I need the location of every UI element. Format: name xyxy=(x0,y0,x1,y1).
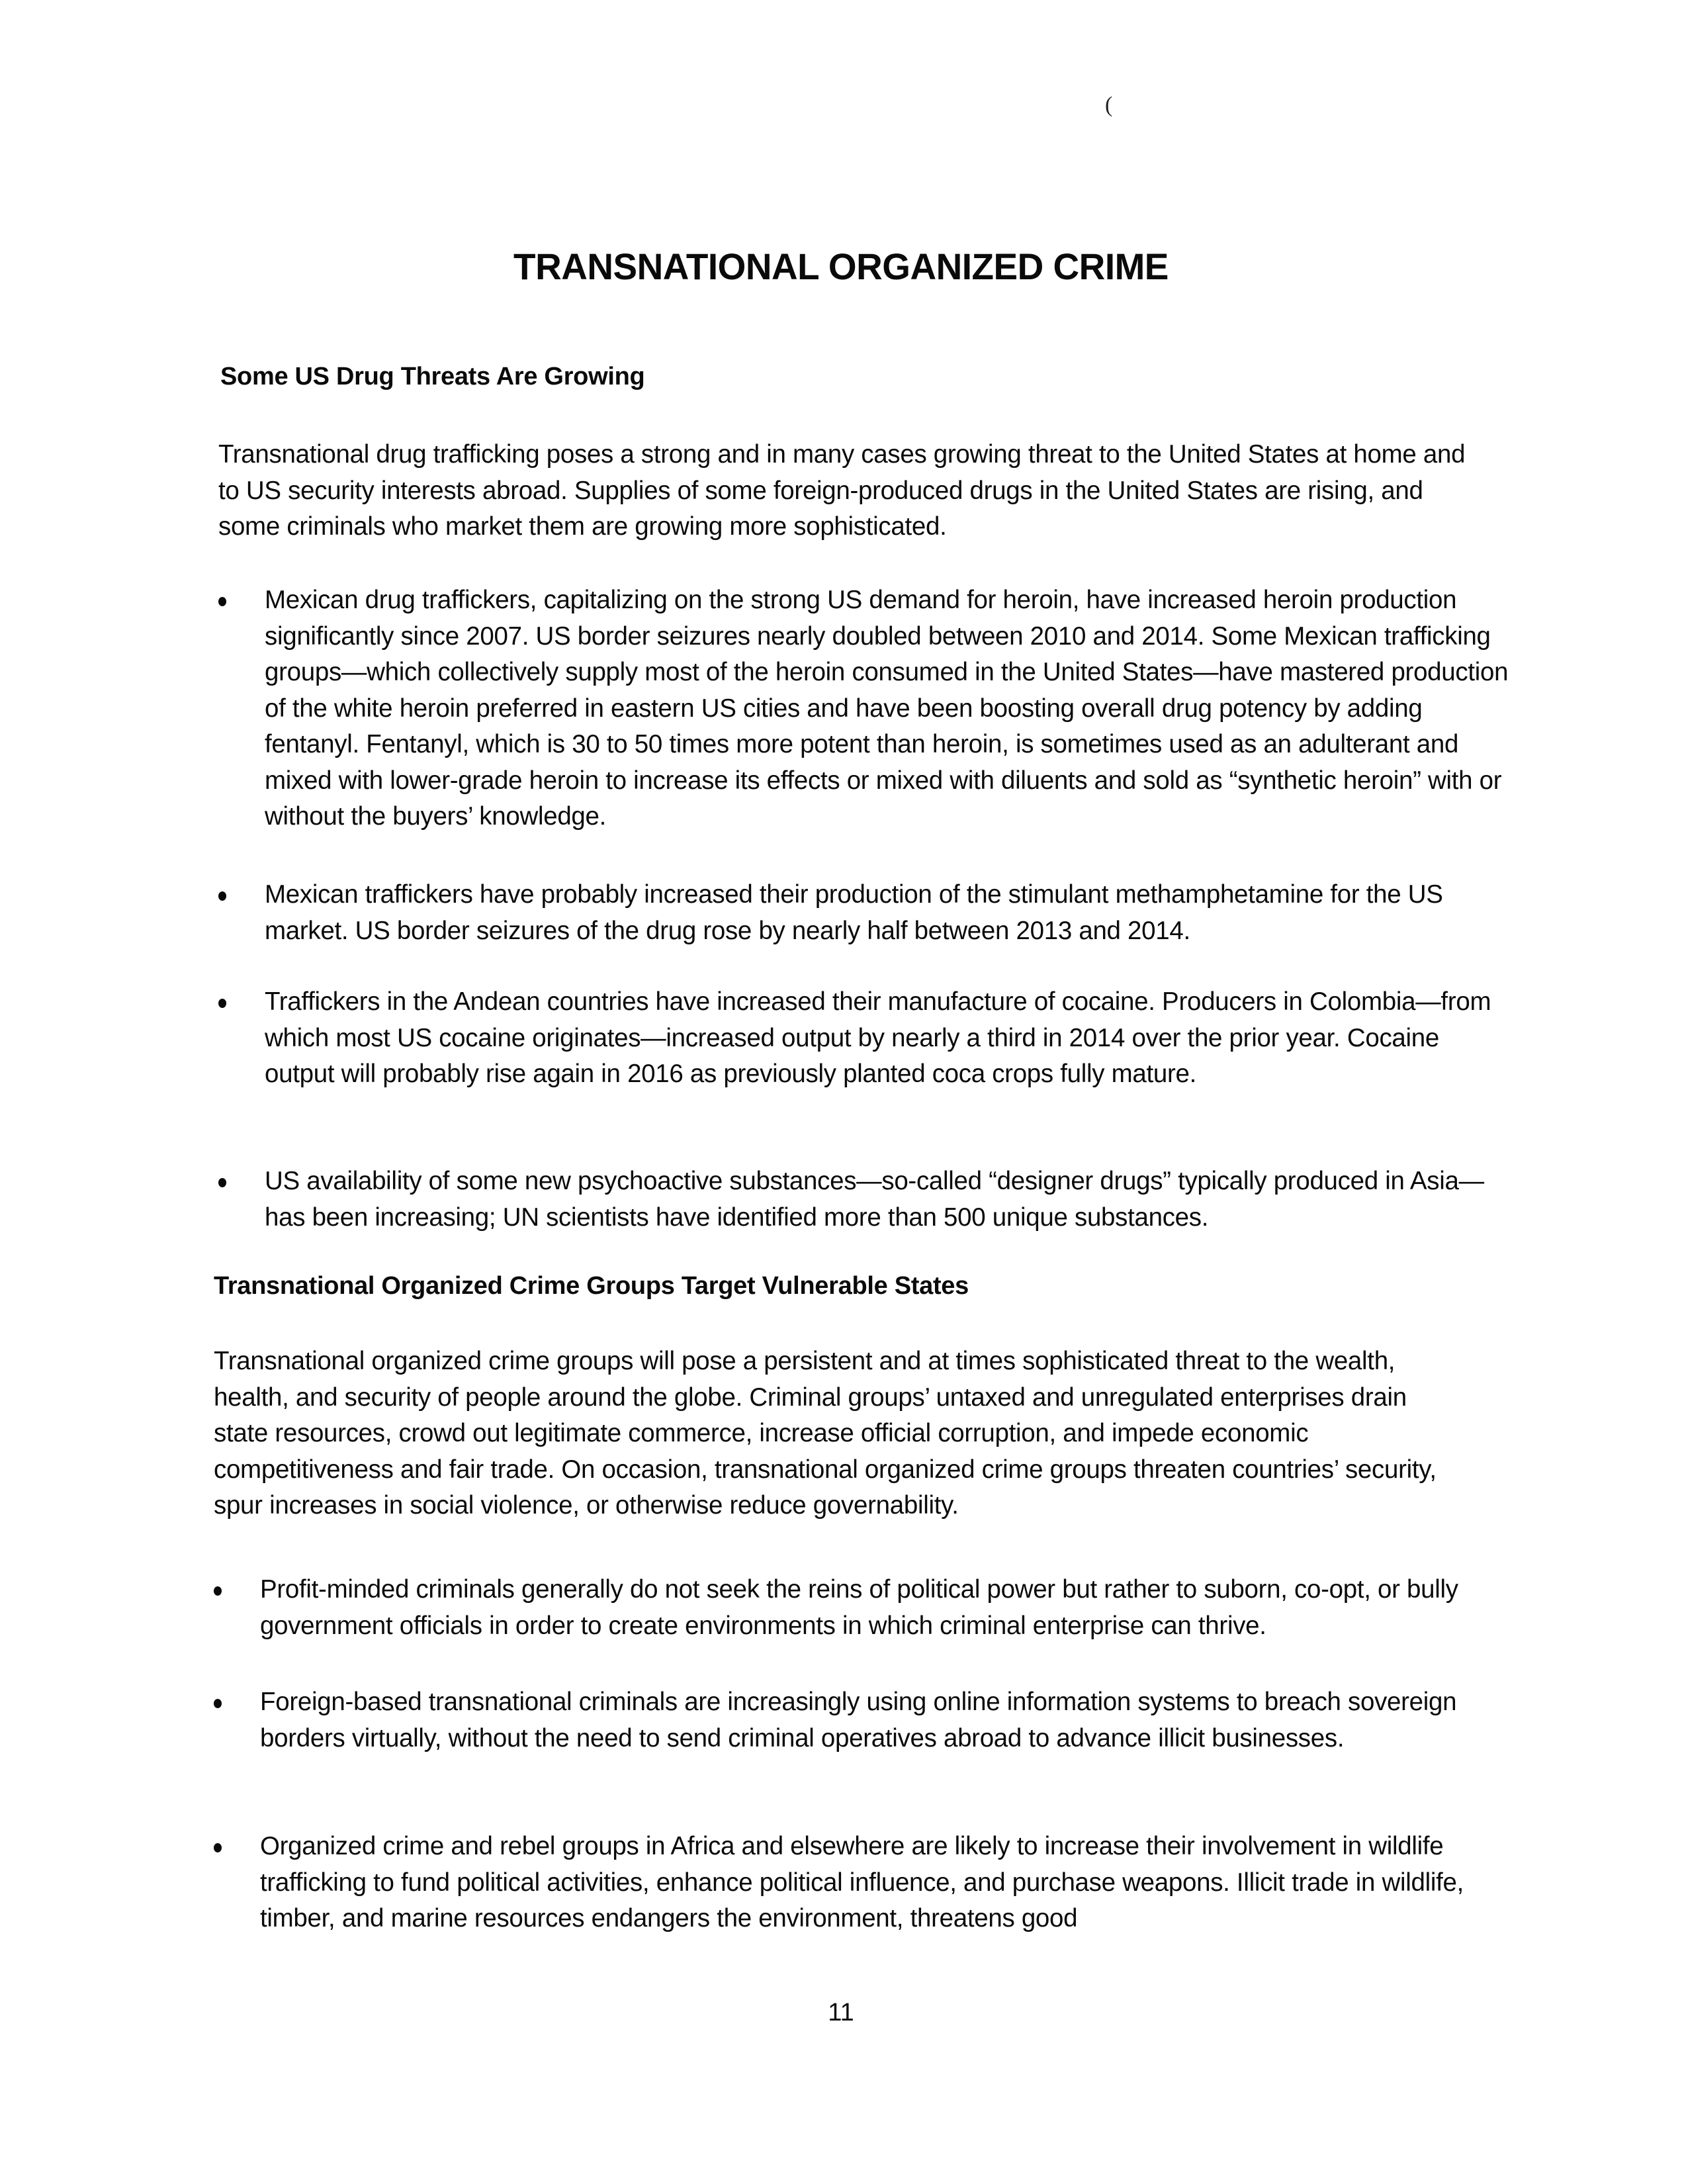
bullet-icon xyxy=(218,999,226,1008)
page-number: 11 xyxy=(828,1999,854,2026)
bullet-icon xyxy=(214,1843,222,1852)
bullet-icon xyxy=(218,1178,226,1187)
bullet-icon xyxy=(214,1586,222,1596)
bullet-text: Organized crime and rebel groups in Africa and elsewhere are likely to increase their involvement in wildlife trafficking to fund political activities, enhance political influence, and purchase weapons. Illicit trade in wildlife, timber, and marine resources endangers the environment, threatens good xyxy=(260,1832,1464,1933)
section-heading-vulnerable-states: Transnational Organized Crime Groups Target Vulnerable States xyxy=(214,1272,969,1300)
bullet-text: Traffickers in the Andean countries have increased their manufacture of cocaine. Producers in Colombia—from which most US cocaine originates—increased output by nearly a third in 2014 over the prior year. Cocaine output will probably rise again in 2016 as previously planted coca crops fully mature. xyxy=(265,987,1491,1088)
section-intro-vulnerable-states: Transnational organized crime groups will pose a persistent and at times sophisticated threat to the wealth, health, and security of people around the globe. Criminal groups’ untaxed and unregulated enterprises drain state resources, crowd out legitimate commerce, increase official corruption, and impede economic competitiveness and fair trade. On occasion, transnational organized crime groups threaten countries’ security, spur increases in social violence, or otherwise reduce governability. xyxy=(214,1347,1437,1520)
bullet-text: Mexican traffickers have probably increased their production of the stimulant methamphetamine for the US market. US border seizures of the drug rose by nearly half between 2013 and 2014. xyxy=(265,880,1443,945)
bullet-text: Foreign-based transnational criminals are increasingly using online information systems to breach sovereign borders virtually, without the need to send criminal operatives abroad to advance illicit businesses. xyxy=(260,1688,1457,1752)
section-heading-drug-threats: Some US Drug Threats Are Growing xyxy=(220,363,645,390)
bullet-icon xyxy=(214,1699,222,1708)
bullet-text: Mexican drug traffickers, capitalizing on the strong US demand for heroin, have increased heroin production significantly since 2007. US border seizures nearly doubled between 2010 and 2014. Some Mexican trafficking groups—which collectively supply most of the heroin consumed in the United States—have mastered production of the white heroin preferred in eastern US cities and have been boosting overall drug potency by adding fentanyl. Fentanyl, which is 30 to 50 times more potent than heroin, is sometimes used as an adulterant and mixed with lower-grade heroin to increase its effects or mixed with diluents and sold as “synthetic heroin” with or without the buyers’ knowledge. xyxy=(265,586,1509,831)
scan-artifact-mark: ( xyxy=(1105,93,1113,117)
bullet-text: US availability of some new psychoactive substances—so-called “designer drugs” typically produced in Asia—has been increasing; UN scientists have identified more than 500 unique substances. xyxy=(265,1167,1484,1232)
section-intro-drug-threats: Transnational drug trafficking poses a strong and in many cases growing threat to the United States at home and to US security interests abroad. Supplies of some foreign-produced drugs in the United States are rising, and some criminals who market them are growing more sophisticated. xyxy=(218,440,1466,541)
bullet-text: Profit-minded criminals generally do not seek the reins of political power but rather to suborn, co-opt, or bully government officials in order to create environments in which criminal enterprise can thrive. xyxy=(260,1575,1458,1640)
page-title: TRANSNATIONAL ORGANIZED CRIME xyxy=(513,246,1169,287)
bullet-icon xyxy=(218,891,226,901)
bullet-icon xyxy=(218,597,226,606)
